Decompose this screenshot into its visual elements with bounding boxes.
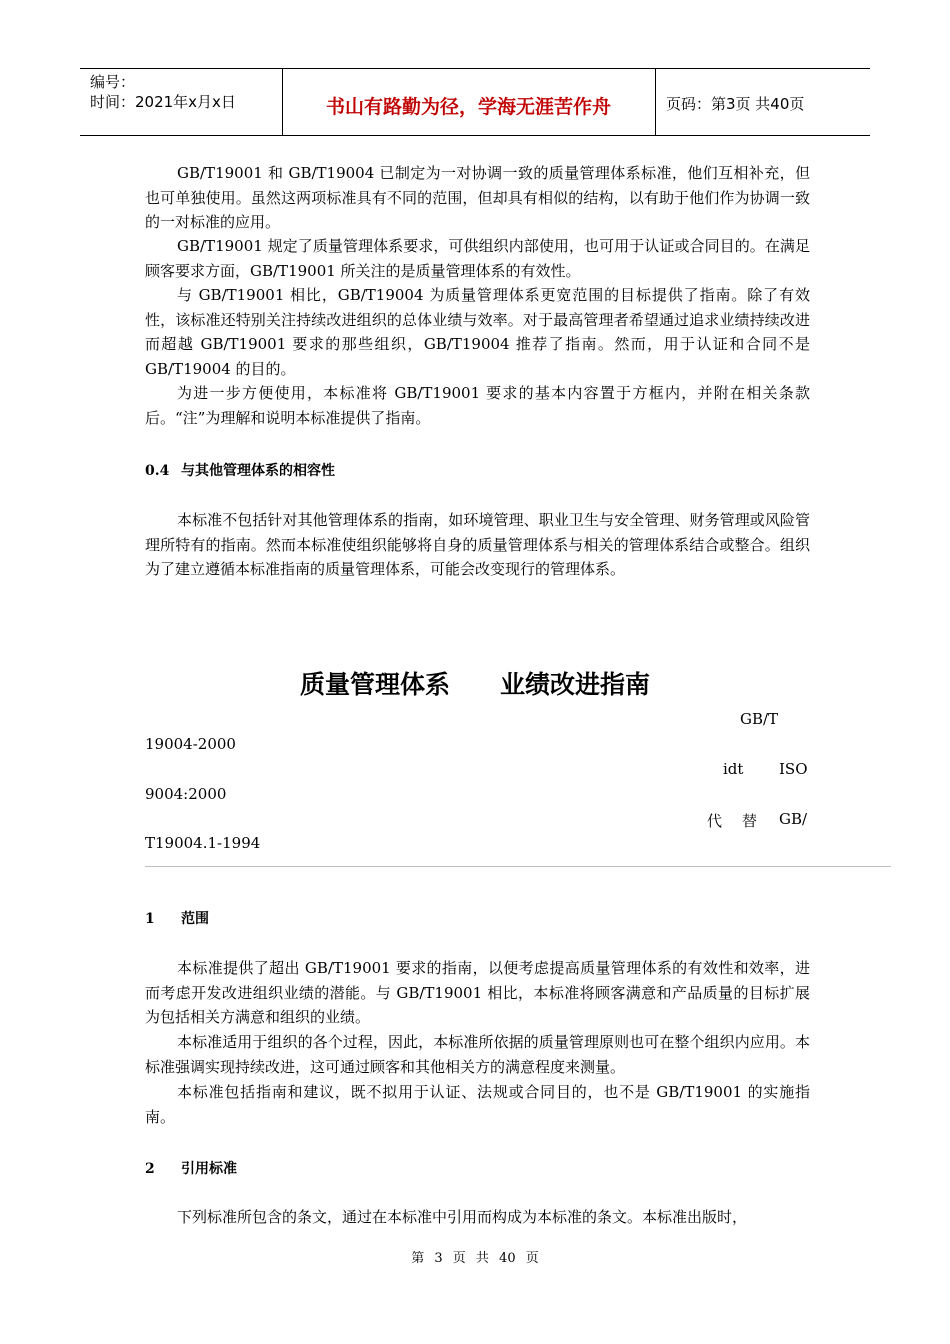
standard-replaces-label: 代	[707, 812, 723, 830]
section-heading	[145, 1158, 237, 1178]
standard-replaced-code: T19004.1-1994	[145, 834, 261, 852]
document-title	[0, 665, 950, 701]
title-part-1: 质量管理体系	[299, 670, 450, 699]
title-part-2: 业绩改进指南	[500, 670, 651, 699]
serial-label: 编号：	[90, 73, 136, 91]
paragraph: GB/T19001 和 GB/T19004 已制定为一对协调一致的质量管理体系标准，他们互相补充，但也可单独使用。虽然这两项标准具有不同的范围，但却具有相似的结构，以有助于他们作为协调一致的一对标准的应用。	[145, 164, 810, 231]
section-number: 2	[145, 1161, 155, 1177]
section-number: 1	[145, 911, 155, 927]
standard-code: GB/T	[740, 710, 779, 728]
header-page-info: 页码：第3页 共40页	[666, 95, 805, 113]
standard-iso-label: ISO	[779, 760, 808, 778]
paragraph: 与 GB/T19001 相比，GB/T19004 为质量管理体系更宽范围的目标提供了指南。除了有效性，该标准还特别关注持续改进组织的总体业绩与效率。对于最高管理者希望通过追求业绩持续改进而超越 GB/T19001 要求的那些组织，GB/T19004 推荐了指南。然而，用于认证和合同不是 GB/T19004 的目的。	[145, 286, 810, 378]
standard-code: 19004-2000	[145, 735, 236, 753]
section-heading	[145, 908, 209, 928]
paragraph: 本标准适用于组织的各个过程，因此，本标准所依据的质量管理原则也可在整个组织内应用。本标准强调实现持续改进，这可通过顾客和其他相关方的满意程度来测量。	[145, 1033, 810, 1076]
section-title: 范围	[181, 911, 209, 927]
section-title: 引用标准	[181, 1161, 237, 1177]
page-footer: 第 3 页 共 40 页	[411, 1251, 539, 1266]
standard-replaces-label: 替	[742, 812, 758, 830]
date-label: 时间：2021年x月x日	[90, 93, 236, 111]
header-bottom-rule	[80, 135, 870, 136]
paragraph: 为进一步方便使用，本标准将 GB/T19001 要求的基本内容置于方框内，并附在相关条款后。“注”为理解和说明本标准提供了指南。	[145, 384, 810, 427]
paragraph: 本标准提供了超出 GB/T19001 要求的指南，以便考虑提高质量管理体系的有效性和效率，进而考虑开发改进组织业绩的潜能。与 GB/T19001 相比，本标准将顾客满意和产品质量的目标扩展为包括相关方满意和组织的业绩。	[145, 959, 810, 1026]
section-number: 0.4	[145, 463, 170, 479]
divider	[145, 866, 891, 867]
section-heading	[145, 460, 335, 480]
paragraph: 本标准包括指南和建议，既不拟用于认证、法规或合同目的，也不是 GB/T19001 的实施指南。	[145, 1083, 810, 1126]
header-divider	[655, 68, 656, 136]
standard-replaced-code: GB/	[779, 810, 808, 828]
page-header	[80, 68, 870, 136]
header-top-rule	[80, 68, 870, 69]
header-meta	[90, 72, 236, 112]
standard-iso-code: 9004:2000	[145, 785, 227, 803]
section-title: 与其他管理体系的相容性	[181, 463, 335, 479]
header-motto: 书山有路勤为径，学海无涯苦作舟	[325, 96, 611, 118]
standard-idt-label: idt	[723, 760, 744, 778]
paragraph: GB/T19001 规定了质量管理体系要求，可供组织内部使用，也可用于认证或合同目的。在满足顾客要求方面，GB/T19001 所关注的是质量管理体系的有效性。	[145, 237, 810, 280]
paragraph: 下列标准所包含的条文，通过在本标准中引用而构成为本标准的条文。本标准出版时，	[177, 1208, 748, 1226]
paragraph: 本标准不包括针对其他管理体系的指南，如环境管理、职业卫生与安全管理、财务管理或风险管理所特有的指南。然而本标准使组织能够将自身的质量管理体系与相关的管理体系结合或整合。组织为了建立遵循本标准指南的质量管理体系，可能会改变现行的管理体系。	[145, 511, 810, 578]
